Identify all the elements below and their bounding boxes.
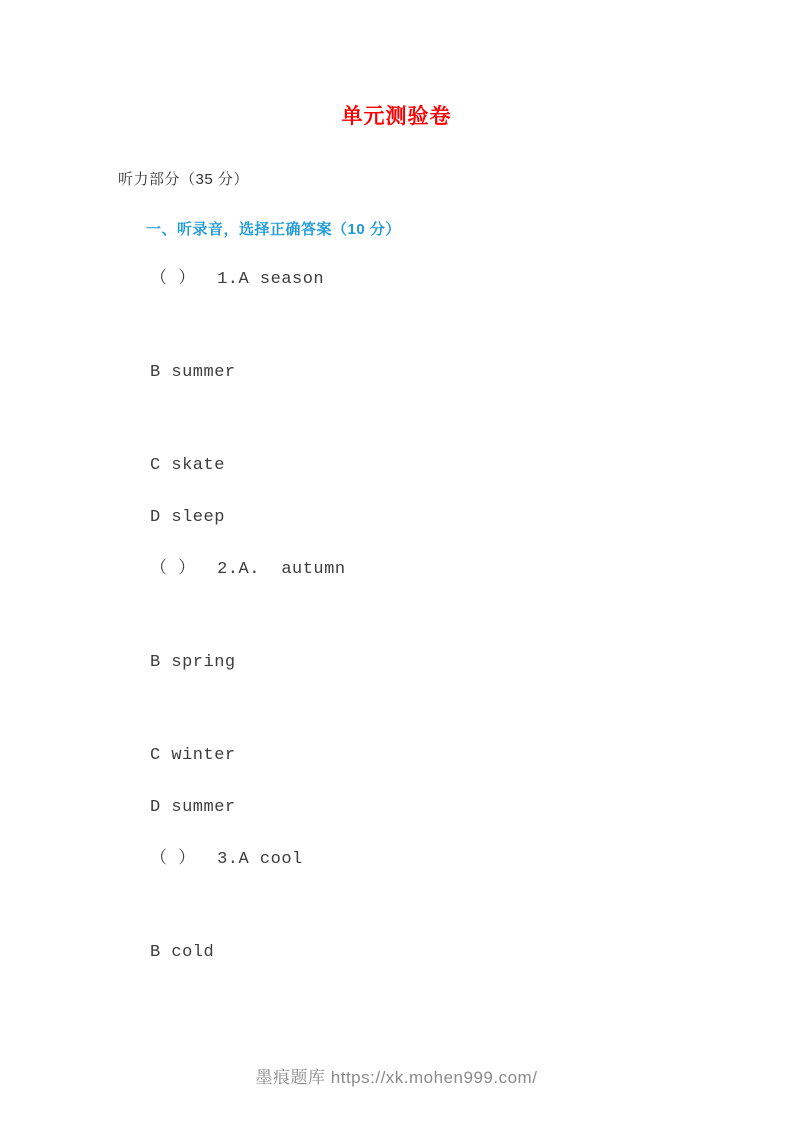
question-line: （ ） 3.A cool	[150, 850, 303, 869]
question-lines	[150, 268, 793, 965]
option-line: D summer	[150, 798, 236, 817]
part-one-heading: 一、听录音，选择正确答案（10 分）	[146, 221, 401, 238]
question-line: （ ） 1.A season	[150, 270, 325, 289]
option-line: C winter	[150, 746, 236, 765]
footer-source-url: 墨痕题库 https://xk.mohen999.com/	[255, 1068, 538, 1087]
option-line: B summer	[150, 363, 236, 382]
page-title: 单元测验卷	[341, 104, 452, 128]
listening-section-heading: 听力部分（35 分）	[118, 171, 249, 188]
option-line: C skate	[150, 456, 225, 475]
option-line: D sleep	[150, 508, 225, 527]
option-line: B spring	[150, 653, 236, 672]
question-line: （ ） 2.A. autumn	[150, 560, 346, 579]
option-line: B cold	[150, 943, 215, 962]
